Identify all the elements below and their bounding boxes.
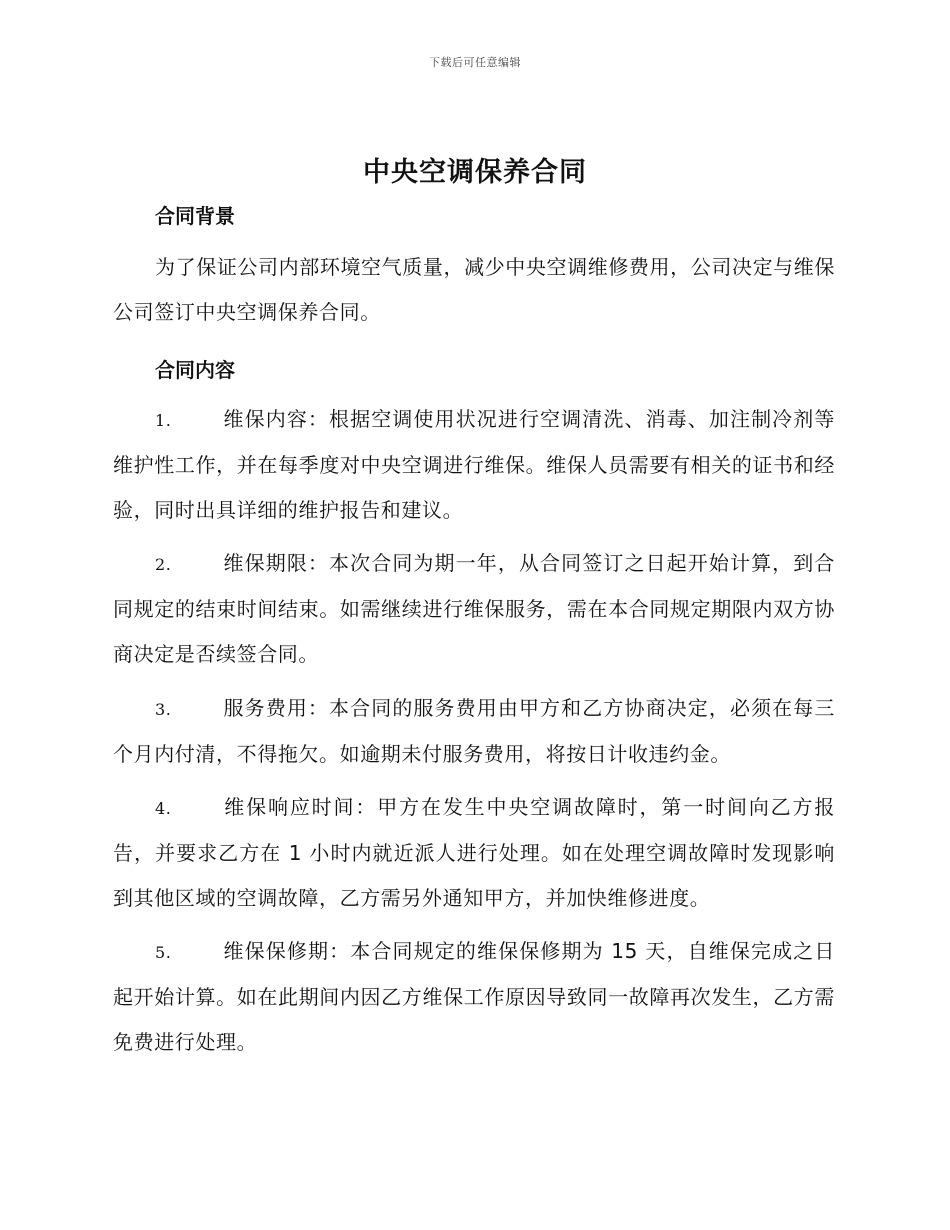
list-item [113,785,835,921]
list-item-text: 维保响应时间：甲方在发生中央空调故障时，第一时间向乙方报告，并要求乙方在 1 小时内就近派人进行处理。如在处理空调故障时发现影响到其他区域的空调故障，乙方需另外通知甲方，并加快维修进度。 [113,795,835,910]
list-item-number: 3. [155,700,172,719]
list-item [113,541,835,677]
page-header-note: 下载后可任意编辑 [429,56,521,69]
list-item [113,397,835,533]
section-heading-background: 合同背景 [155,204,235,228]
background-paragraph-text: 为了保证公司内部环境空气质量，减少中央空调维修费用，公司决定与维保公司签订中央空调保养合同。 [113,255,835,324]
list-item-text: 维保期限：本次合同为期一年，从合同签订之日起开始计算，到合同规定的结束时间结束。如需继续进行维保服务，需在本合同规定期限内双方协商决定是否续签合同。 [113,551,835,666]
list-item-number: 4. [155,799,172,818]
list-item-text: 维保内容：根据空调使用状况进行空调清洗、消毒、加注制冷剂等维护性工作，并在每季度对中央空调进行维保。维保人员需要有相关的证书和经验，同时出具详细的维护报告和建议。 [113,407,835,522]
list-item-number: 1. [155,411,172,430]
list-item-text: 维保保修期：本合同规定的维保保修期为 15 天，自维保完成之日起开始计算。如在此期间内因乙方维保工作原因导致同一故障再次发生，乙方需免费进行处理。 [113,939,835,1054]
list-item [113,686,835,777]
background-paragraph [113,245,835,335]
list-item-number: 2. [155,555,172,574]
list-item [113,929,835,1065]
list-item-text: 服务费用：本合同的服务费用由甲方和乙方协商决定，必须在每三个月内付清，不得拖欠。如逾期未付服务费用，将按日计收违约金。 [113,696,835,766]
document-title: 中央空调保养合同 [363,157,587,188]
list-item-number: 5. [155,943,172,962]
section-heading-content: 合同内容 [155,358,235,382]
